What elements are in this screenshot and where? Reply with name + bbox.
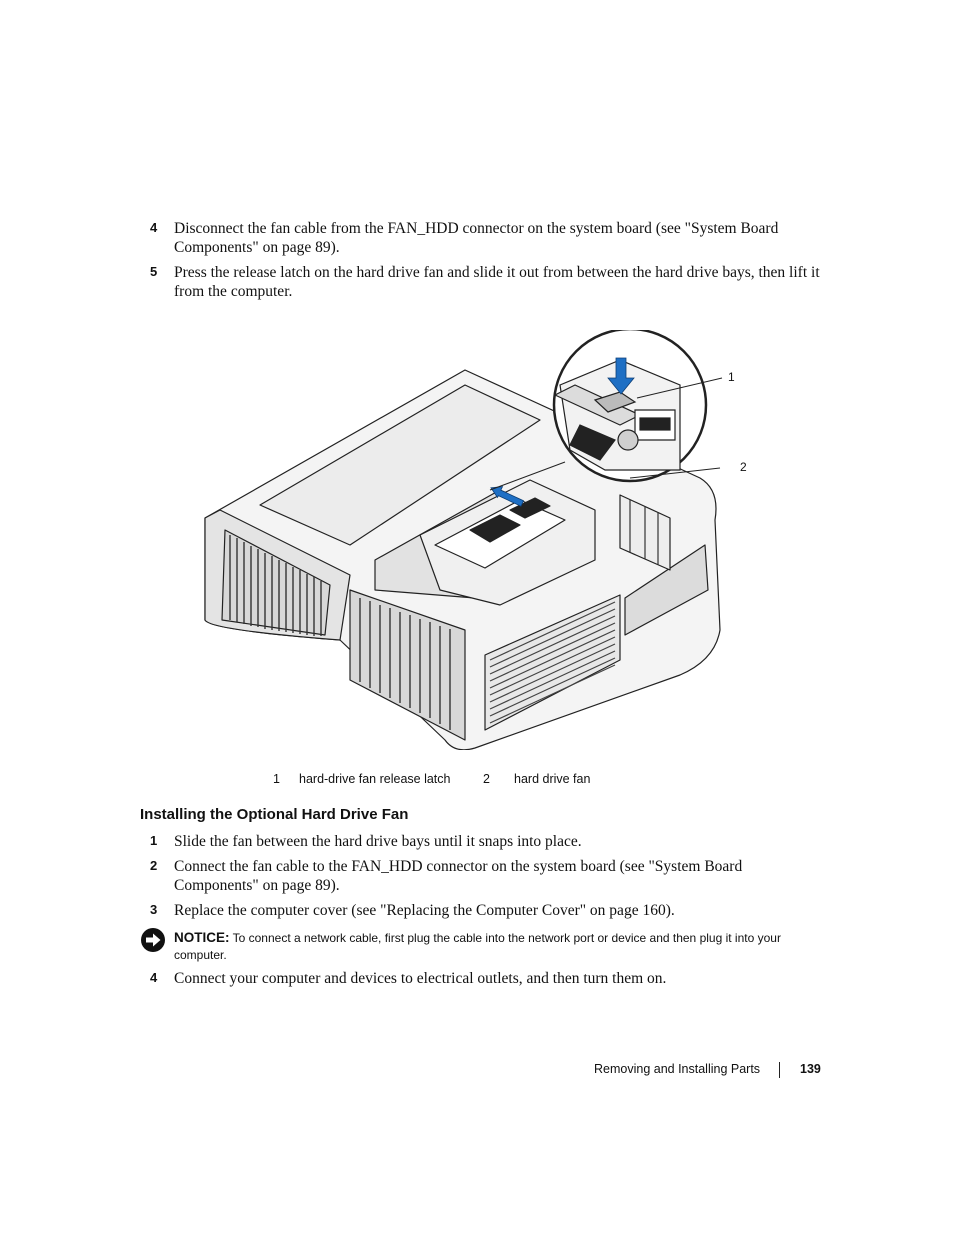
hard-drive-fan-illustration (200, 330, 747, 750)
step-number: 5 (150, 264, 158, 279)
section-heading: Installing the Optional Hard Drive Fan (140, 806, 409, 823)
step-number: 4 (150, 970, 158, 985)
callout-1-label: 1 (728, 370, 735, 384)
legend-2-number: 2 (483, 772, 490, 786)
step-text: Connect the fan cable to the FAN_HDD connector on the system board (see "System Board Components" on page 89). (174, 858, 743, 894)
notice-label: NOTICE: (174, 930, 230, 945)
step-text: Connect your computer and devices to electrical outlets, and then turn them on. (174, 970, 667, 987)
legend-1-number: 1 (273, 772, 280, 786)
notice-body (174, 929, 825, 964)
legend-1-label: hard-drive fan release latch (299, 772, 451, 786)
callout-2-label: 2 (740, 460, 747, 474)
legend-2-label: hard drive fan (514, 772, 591, 786)
notice-text: To connect a network cable, first plug the cable into the network port or device and then plug it into your computer. (174, 931, 781, 962)
computer-chassis-drawing (200, 330, 730, 750)
step-text: Replace the computer cover (see "Replacing the Computer Cover" on page 160). (174, 902, 675, 919)
step-text: Press the release latch on the hard drive fan and slide it out from between the hard drive bays, then lift it from the computer. (174, 264, 820, 300)
step-number: 3 (150, 902, 158, 917)
footer-section-title: Removing and Installing Parts (594, 1062, 761, 1076)
footer-divider (779, 1062, 780, 1078)
notice-icon (140, 927, 166, 953)
step-text: Disconnect the fan cable from the FAN_HDD connector on the system board (see "System Board Components" on page 89). (174, 220, 779, 256)
step-number: 2 (150, 858, 158, 873)
page-number: 139 (800, 1062, 821, 1076)
step-number: 4 (150, 220, 158, 235)
step-number: 1 (150, 833, 158, 848)
step-text: Slide the fan between the hard drive bays until it snaps into place. (174, 833, 582, 850)
